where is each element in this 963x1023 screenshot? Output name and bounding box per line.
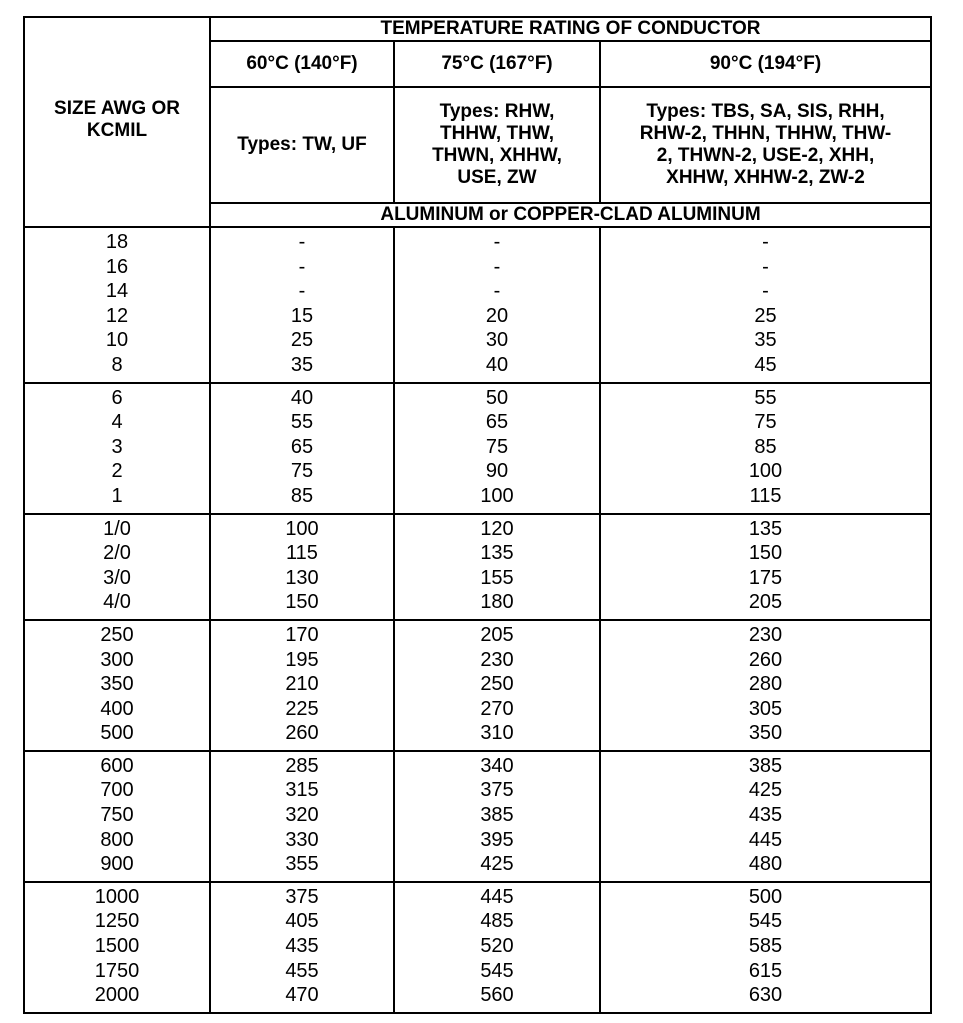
conductor-size: 10 xyxy=(105,329,129,352)
conductor-size: 1250 xyxy=(94,910,140,933)
ampacity-value: 305 xyxy=(748,697,783,720)
conductor-size: 1/0 xyxy=(103,517,131,540)
ampacity-value: 210 xyxy=(285,673,319,696)
types-line: Types: TW, UF xyxy=(237,134,367,155)
types-line: 2, THWN-2, USE-2, XHH, xyxy=(656,145,875,166)
ampacity-value: 225 xyxy=(285,697,319,720)
ampacity-value: 155 xyxy=(480,566,514,589)
conductor-size: 14 xyxy=(105,280,129,303)
ampacity-value: 435 xyxy=(285,935,319,958)
ampacity-value: 520 xyxy=(480,935,514,958)
ampacity-value: 310 xyxy=(480,722,514,745)
ampacity-value: 270 xyxy=(480,697,514,720)
conductor-size: 750 xyxy=(100,804,134,827)
ampacity-90-cell xyxy=(600,383,931,514)
ampacity-value: 130 xyxy=(285,566,319,589)
ampacity-value: 320 xyxy=(285,804,319,827)
ampacity-75-cell xyxy=(394,882,600,1013)
ampacity-value: 350 xyxy=(748,722,783,745)
ampacity-60-cell xyxy=(210,751,394,882)
ampacity-value: - xyxy=(298,231,306,253)
ampacity-value: 150 xyxy=(748,542,783,565)
conductor-size: 1 xyxy=(111,484,123,507)
ampacity-value: 375 xyxy=(285,885,319,908)
conductor-size: 250 xyxy=(100,623,134,646)
ampacity-value: 35 xyxy=(754,329,777,352)
material-header: ALUMINUM or COPPER-CLAD ALUMINUM xyxy=(210,203,931,227)
types-cell-90 xyxy=(600,87,931,203)
table-row xyxy=(24,751,931,882)
ampacity-value: 455 xyxy=(285,959,319,982)
ampacity-value: 55 xyxy=(754,386,777,409)
table-row xyxy=(24,514,931,620)
conductor-size: 2000 xyxy=(94,984,140,1007)
table-row xyxy=(24,620,931,751)
ampacity-value: 85 xyxy=(754,435,777,458)
size-cell xyxy=(24,227,210,383)
ampacity-60-cell xyxy=(210,514,394,620)
ampacity-value: 85 xyxy=(290,484,314,507)
size-cell xyxy=(24,882,210,1013)
ampacity-90-cell xyxy=(600,227,931,383)
conductor-size: 350 xyxy=(100,673,134,696)
ampacity-75-cell xyxy=(394,514,600,620)
conductor-size: 8 xyxy=(111,353,123,376)
ampacity-value: 445 xyxy=(480,885,514,908)
ampacity-value: 75 xyxy=(290,460,314,483)
size-header-line1: SIZE AWG OR xyxy=(54,98,180,119)
ampacity-value: 340 xyxy=(480,754,514,777)
ampacity-value: 65 xyxy=(485,411,509,434)
ampacity-60-cell xyxy=(210,383,394,514)
size-header-line2: KCMIL xyxy=(86,120,148,141)
ampacity-value: 20 xyxy=(485,304,509,327)
conductor-size: 1000 xyxy=(94,885,140,908)
ampacity-value: 120 xyxy=(480,517,514,540)
ampacity-value: 230 xyxy=(748,623,783,646)
ampacity-value: 560 xyxy=(480,984,514,1007)
ampacity-75-cell xyxy=(394,751,600,882)
table-row xyxy=(24,383,931,514)
types-line: RHW-2, THHN, THHW, THW- xyxy=(639,123,892,144)
conductor-size: 700 xyxy=(100,779,134,802)
conductor-size: 2 xyxy=(111,460,123,483)
ampacity-value: 230 xyxy=(480,648,514,671)
ampacity-value: 405 xyxy=(285,910,319,933)
ampacity-value: 485 xyxy=(480,910,514,933)
ampacity-value: - xyxy=(493,231,501,253)
ampacity-table xyxy=(23,16,932,1014)
size-cell xyxy=(24,514,210,620)
ampacity-value: 470 xyxy=(285,984,319,1007)
ampacity-value: 585 xyxy=(748,935,783,958)
ampacity-value: 135 xyxy=(480,542,514,565)
ampacity-value: 260 xyxy=(285,722,319,745)
ampacity-value: 395 xyxy=(480,828,514,851)
ampacity-75-cell xyxy=(394,620,600,751)
size-column-header xyxy=(24,17,210,227)
conductor-size: 18 xyxy=(105,231,129,253)
ampacity-value: 330 xyxy=(285,828,319,851)
ampacity-value: 50 xyxy=(485,386,509,409)
ampacity-value: - xyxy=(493,280,501,303)
conductor-size: 6 xyxy=(111,386,123,409)
ampacity-value: 480 xyxy=(748,853,783,876)
conductor-size: 500 xyxy=(100,722,134,745)
ampacity-value: 30 xyxy=(485,329,509,352)
conductor-size: 400 xyxy=(100,697,134,720)
ampacity-value: 90 xyxy=(485,460,509,483)
ampacity-75-cell xyxy=(394,227,600,383)
table-row xyxy=(24,882,931,1013)
table-body xyxy=(24,227,931,1013)
ampacity-value: 135 xyxy=(748,517,783,540)
temp-header-75: 75°C (167°F) xyxy=(394,41,600,87)
ampacity-value: 280 xyxy=(748,673,783,696)
ampacity-value: 35 xyxy=(290,353,314,376)
types-line: USE, ZW xyxy=(457,167,537,188)
ampacity-75-cell xyxy=(394,383,600,514)
types-line: XHHW, XHHW-2, ZW-2 xyxy=(666,167,865,188)
ampacity-value: - xyxy=(762,280,769,303)
ampacity-90-cell xyxy=(600,514,931,620)
ampacity-value: 75 xyxy=(754,411,777,434)
ampacity-value: 285 xyxy=(285,754,319,777)
ampacity-value: 150 xyxy=(285,591,319,614)
conductor-size: 1500 xyxy=(94,935,140,958)
ampacity-value: 65 xyxy=(290,435,314,458)
ampacity-value: 545 xyxy=(748,910,783,933)
ampacity-60-cell xyxy=(210,620,394,751)
ampacity-value: 425 xyxy=(480,853,514,876)
ampacity-value: - xyxy=(298,280,306,303)
ampacity-value: 175 xyxy=(748,566,783,589)
ampacity-value: 45 xyxy=(754,353,777,376)
ampacity-60-cell xyxy=(210,227,394,383)
conductor-size: 3/0 xyxy=(103,566,131,589)
ampacity-90-cell xyxy=(600,620,931,751)
conductor-size: 900 xyxy=(100,853,134,876)
ampacity-90-cell xyxy=(600,882,931,1013)
types-line: Types: TBS, SA, SIS, RHH, xyxy=(646,101,885,122)
ampacity-60-cell xyxy=(210,882,394,1013)
conductor-size: 600 xyxy=(100,754,134,777)
ampacity-value: - xyxy=(298,255,306,278)
ampacity-value: 500 xyxy=(748,885,783,908)
types-line: THHW, THW, xyxy=(440,123,554,144)
ampacity-value: 170 xyxy=(285,623,319,646)
ampacity-value: 115 xyxy=(749,484,782,507)
size-cell xyxy=(24,383,210,514)
conductor-size: 4/0 xyxy=(103,591,131,614)
ampacity-value: 385 xyxy=(748,754,783,777)
conductor-size: 800 xyxy=(100,828,134,851)
ampacity-value: 100 xyxy=(285,517,319,540)
ampacity-value: 425 xyxy=(748,779,783,802)
conductor-size: 16 xyxy=(105,255,129,278)
ampacity-value: 40 xyxy=(290,386,314,409)
types-line: Types: RHW, xyxy=(439,101,555,122)
ampacity-value: 445 xyxy=(748,828,783,851)
ampacity-value: 115 xyxy=(286,542,318,565)
ampacity-value: 55 xyxy=(290,411,314,434)
ampacity-value: 260 xyxy=(748,648,783,671)
table-row xyxy=(24,227,931,383)
ampacity-value: 195 xyxy=(285,648,319,671)
ampacity-value: 75 xyxy=(485,435,509,458)
conductor-size: 4 xyxy=(111,411,123,434)
ampacity-value: - xyxy=(493,255,501,278)
conductor-size: 300 xyxy=(100,648,134,671)
conductor-size: 2/0 xyxy=(103,542,131,565)
ampacity-value: 15 xyxy=(290,304,314,327)
size-cell xyxy=(24,751,210,882)
types-cell-60 xyxy=(210,87,394,203)
size-cell xyxy=(24,620,210,751)
table-title: TEMPERATURE RATING OF CONDUCTOR xyxy=(210,17,931,41)
ampacity-value: 25 xyxy=(290,329,314,352)
ampacity-value: - xyxy=(762,231,769,253)
ampacity-value: 205 xyxy=(748,591,783,614)
ampacity-value: 40 xyxy=(485,353,509,376)
ampacity-value: 180 xyxy=(480,591,514,614)
ampacity-value: 25 xyxy=(754,304,777,327)
ampacity-value: 100 xyxy=(748,460,783,483)
ampacity-value: 630 xyxy=(748,984,783,1007)
types-line: THWN, XHHW, xyxy=(432,145,562,166)
ampacity-90-cell xyxy=(600,751,931,882)
temp-header-90: 90°C (194°F) xyxy=(600,41,931,87)
ampacity-value: 545 xyxy=(480,959,514,982)
conductor-size: 1750 xyxy=(94,959,140,982)
temp-header-60: 60°C (140°F) xyxy=(210,41,394,87)
ampacity-value: 355 xyxy=(285,853,319,876)
conductor-size: 3 xyxy=(111,435,123,458)
ampacity-value: 385 xyxy=(480,804,514,827)
ampacity-value: 250 xyxy=(480,673,514,696)
ampacity-value: 435 xyxy=(748,804,783,827)
ampacity-value: 375 xyxy=(480,779,514,802)
types-cell-75 xyxy=(394,87,600,203)
ampacity-value: 615 xyxy=(748,959,783,982)
conductor-size: 12 xyxy=(105,304,129,327)
ampacity-value: - xyxy=(762,255,769,278)
ampacity-value: 205 xyxy=(480,623,514,646)
ampacity-value: 315 xyxy=(285,779,319,802)
ampacity-value: 100 xyxy=(480,484,514,507)
